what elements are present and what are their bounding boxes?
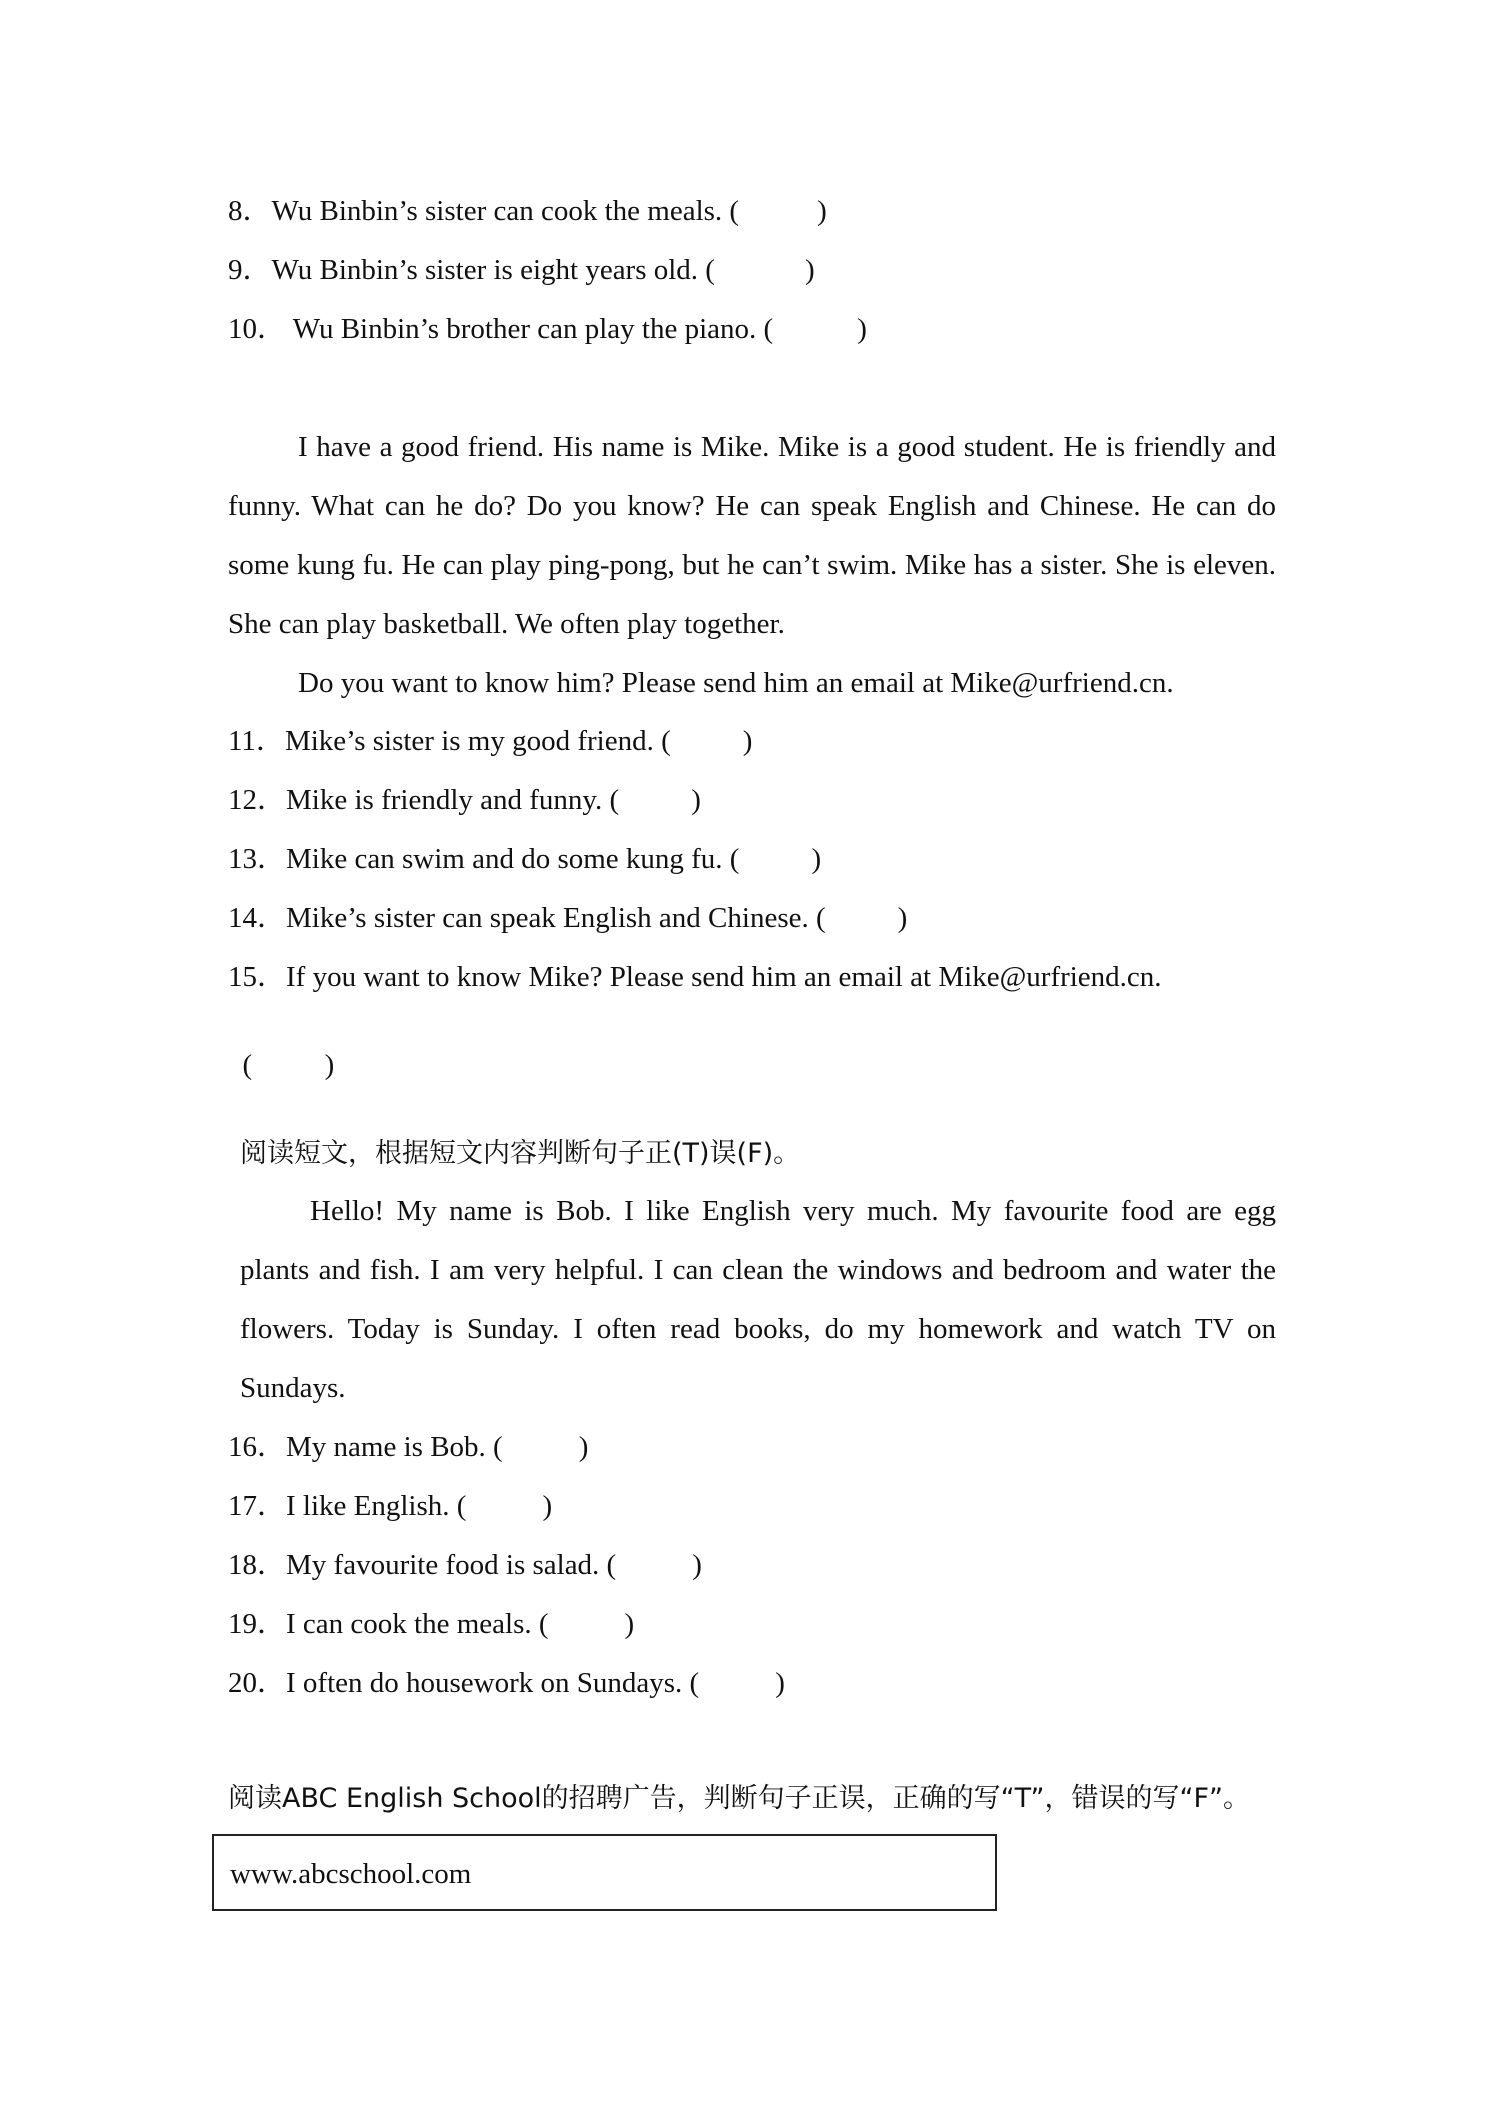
question-number: 16．: [228, 1431, 287, 1463]
ad-url: www.abcschool.com: [230, 1858, 472, 1890]
question-text: I like English. (: [286, 1490, 467, 1522]
question-text: My favourite food is salad. (: [286, 1549, 617, 1581]
question-number: 14．: [228, 902, 287, 934]
question-17: [228, 1492, 552, 1521]
ad-url-box: [212, 1834, 997, 1911]
question-close: ): [691, 784, 701, 816]
question-close: ): [578, 1431, 589, 1463]
question-number: 10．: [228, 313, 287, 345]
question-close: ): [775, 1667, 785, 1699]
question-14: [228, 904, 907, 933]
question-number: 13．: [228, 843, 287, 875]
passage-mike-p1: I have a good friend. His name is Mike. Mike is a good student. He is friendly and funny. What can he do? Do you know? He can speak English and Chinese. He can do some kung fu. He can play ping-pong, but he can’t swim. Mike has a sister. She is eleven. She can play basketball. We often play together.: [228, 431, 1276, 640]
question-number: 11．: [228, 725, 285, 757]
question-text: Mike can swim and do some kung fu. (: [286, 843, 740, 875]
question-11: [228, 727, 752, 756]
question-13: [228, 845, 821, 874]
question-text: My name is Bob. (: [286, 1431, 503, 1463]
question-number: 8．: [228, 195, 272, 227]
question-16: [228, 1433, 588, 1462]
question-text: Wu Binbin’s sister can cook the meals. (: [271, 195, 740, 227]
question-text: Mike is friendly and funny. (: [286, 784, 620, 816]
question-15: [228, 963, 1162, 992]
question-12: [228, 786, 701, 815]
question-text: I can cook the meals. (: [286, 1608, 549, 1640]
question-20: [228, 1669, 785, 1698]
question-number: 17．: [228, 1490, 287, 1522]
answer-blank[interactable]: ( ): [242, 1049, 335, 1081]
passage-bob: Hello! My name is Bob. I like English very much. My favourite food are egg plants and fish. I am very helpful. I can clean the windows and bedroom and water the flowers. Today is Sunday. I often read books, do my homework and watch TV on Sundays.: [240, 1195, 1276, 1404]
question-close: ): [692, 1549, 702, 1581]
question-text: If you want to know Mike? Please send him an email at Mike@urfriend.cn.: [286, 961, 1162, 993]
question-close: ): [804, 254, 815, 286]
question-19: [228, 1610, 634, 1639]
question-close: ): [897, 902, 908, 934]
question-number: 19．: [228, 1608, 287, 1640]
question-number: 15．: [228, 961, 287, 993]
question-8: [228, 197, 827, 226]
question-number: 9．: [228, 254, 272, 286]
instruction-abc-school: 阅读ABC English School的招聘广告，判断句子正误，正确的写“T”，错误的写“F”。: [228, 1783, 1251, 1814]
question-10: [228, 315, 867, 344]
question-close: ): [857, 313, 867, 345]
passage-mike-p2: Do you want to know him? Please send him an email at Mike@urfriend.cn.: [298, 667, 1174, 699]
question-close: ): [817, 195, 827, 227]
question-number: 18．: [228, 1549, 287, 1581]
question-number: 12．: [228, 784, 287, 816]
instruction-bob: 阅读短文，根据短文内容判断句子正(T)误(F)。: [240, 1138, 801, 1169]
question-number: 20．: [228, 1667, 287, 1699]
question-text: Mike’s sister can speak English and Chinese. (: [286, 902, 826, 934]
question-text: Mike’s sister is my good friend. (: [284, 725, 671, 757]
question-text: Wu Binbin’s brother can play the piano. (: [286, 313, 774, 345]
question-close: ): [811, 843, 822, 875]
question-close: ): [624, 1608, 635, 1640]
question-text: I often do housework on Sundays. (: [286, 1667, 700, 1699]
question-15-blank[interactable]: [228, 1022, 334, 1080]
question-9: [228, 256, 815, 285]
question-close: ): [742, 725, 753, 757]
question-close: ): [542, 1490, 553, 1522]
question-18: [228, 1551, 702, 1580]
question-text: Wu Binbin’s sister is eight years old. (: [271, 254, 715, 286]
